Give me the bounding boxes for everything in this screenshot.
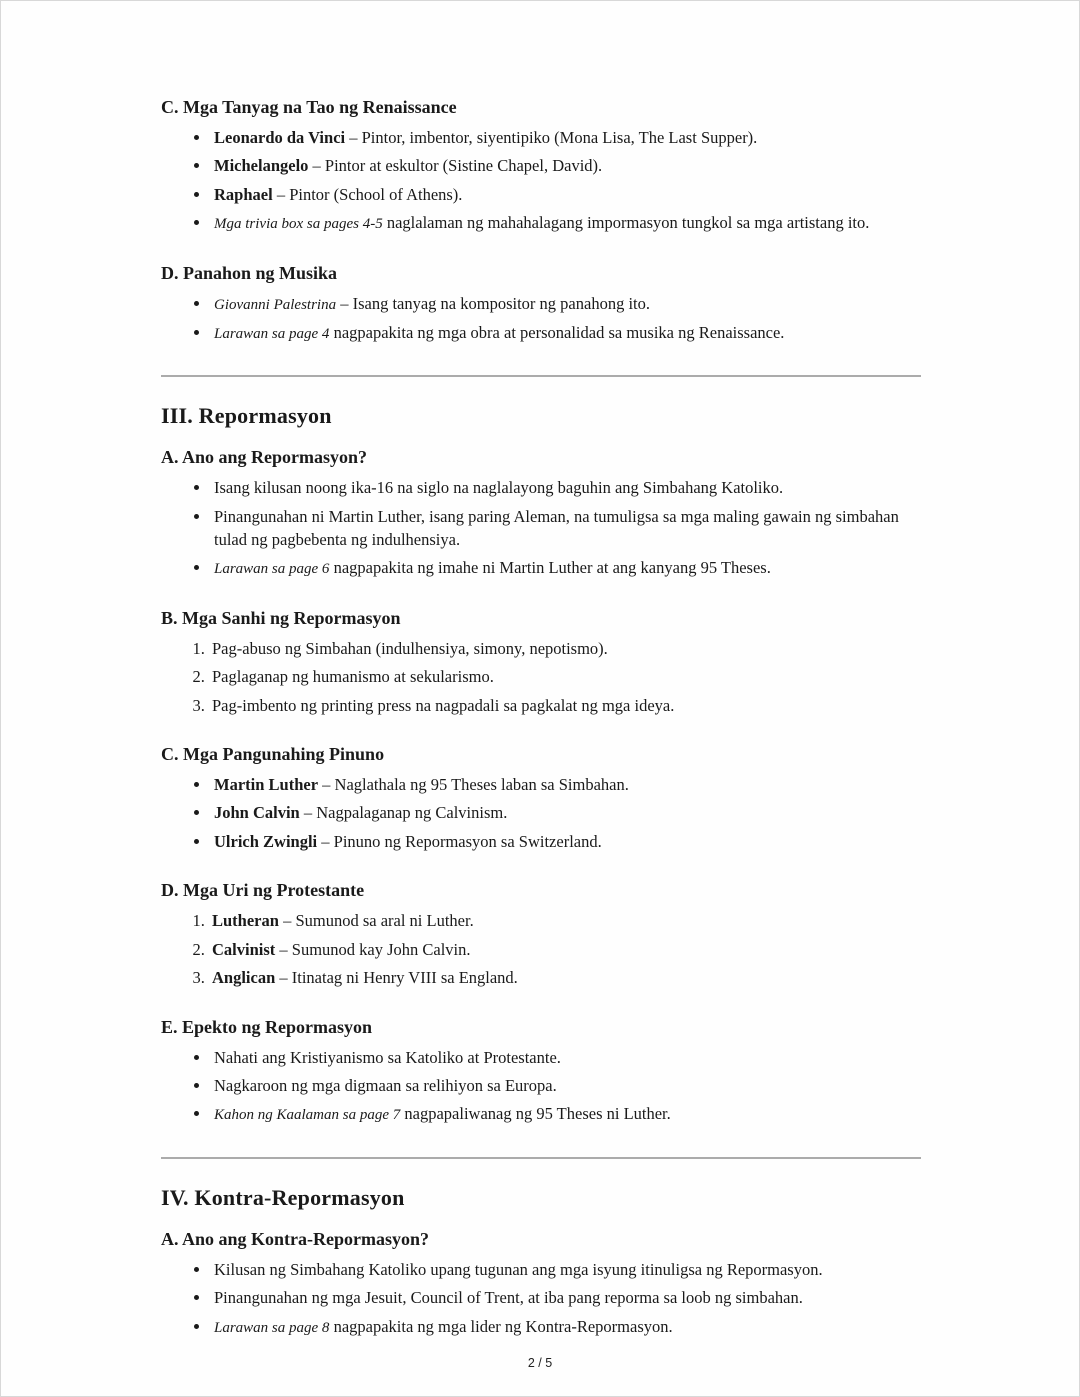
item-text: nagpapaliwanag ng 95 Theses ni Luther. — [400, 1104, 671, 1124]
item-lead: Giovanni Palestrina — [214, 296, 337, 313]
section-main-leaders — [161, 744, 921, 853]
item-lead: Anglican — [212, 968, 276, 988]
section-heading: C. Mga Pangunahing Pinuno — [161, 743, 385, 764]
list-item — [211, 1074, 921, 1097]
list-item — [211, 211, 921, 235]
bullet-list — [161, 1046, 921, 1127]
section-what-is-kontra-repormasyon — [161, 1229, 921, 1339]
section-renaissance-people — [161, 97, 921, 236]
section-heading: B. Mga Sanhi ng Repormasyon — [161, 607, 401, 628]
section-heading: A. Ano ang Repormasyon? — [161, 447, 368, 468]
item-text: nagpapakita ng mga lider ng Kontra-Repormasyon. — [329, 1316, 673, 1336]
item-text: Nahati ang Kristiyanismo sa Katoliko at Protestante. — [214, 1047, 561, 1067]
item-lead: Larawan sa page 6 — [214, 561, 330, 578]
document-section-title-kontra-repormasyon: IV. Kontra-Repormasyon — [161, 1184, 405, 1210]
item-text: – Isang tanyag na kompositor ng panahong ito. — [336, 293, 650, 313]
section-effects-repormasyon — [161, 1017, 921, 1127]
page-number: 2 / 5 — [527, 1356, 553, 1370]
item-text: – Pintor, imbentor, siyentipiko (Mona Lisa, The Last Supper). — [345, 128, 758, 147]
item-lead: Michelangelo — [214, 156, 309, 176]
item-text: naglalaman ng mahahalagang impormasyon tungkol sa mga artistang ito. — [382, 213, 870, 233]
item-text: – Sumunod sa aral ni Luther. — [278, 911, 474, 931]
list-item — [211, 476, 921, 499]
list-item — [211, 773, 921, 796]
list-item — [209, 665, 921, 688]
bullet-list — [161, 126, 921, 236]
bullet-list — [161, 476, 921, 581]
list-item — [211, 1315, 921, 1339]
list-item — [211, 556, 921, 580]
section-causes-repormasyon — [161, 608, 921, 717]
item-lead: Mga trivia box sa pages 4-5 — [214, 216, 383, 233]
item-text: Pag-abuso ng Simbahan (indulhensiya, simony, nepotismo). — [212, 638, 608, 658]
item-lead: Kahon ng Kaalaman sa page 7 — [214, 1107, 401, 1124]
section-heading: D. Mga Uri ng Protestante — [161, 880, 365, 901]
bullet-list — [161, 1258, 921, 1339]
section-heading: D. Panahon ng Musika — [161, 262, 338, 283]
item-text: Kilusan ng Simbahang Katoliko upang tugunan ang mga isyung itinuligsa ng Repormasyon. — [214, 1259, 823, 1279]
item-text: – Itinatag ni Henry VIII sa England. — [275, 968, 518, 988]
list-item — [211, 1102, 921, 1126]
list-item — [211, 183, 921, 206]
list-item — [209, 938, 921, 961]
item-lead: John Calvin — [214, 803, 300, 823]
list-item — [211, 126, 921, 149]
section-heading: A. Ano ang Kontra-Repormasyon? — [161, 1228, 430, 1249]
section-heading: E. Epekto ng Repormasyon — [161, 1016, 373, 1037]
item-lead: Larawan sa page 4 — [214, 325, 330, 342]
section-divider — [161, 1157, 921, 1159]
list-item — [211, 801, 921, 824]
list-item — [211, 321, 921, 345]
item-text: Pinangunahan ni Martin Luther, isang paring Aleman, na tumuligsa sa mga maling gawain ng simbahan tulad ng pagbebenta ng indulhensiya. — [214, 506, 899, 549]
document-section-title-repormasyon: III. Repormasyon — [161, 403, 332, 429]
list-item — [211, 154, 921, 177]
list-item — [211, 292, 921, 316]
item-text: – Pintor (School of Athens). — [272, 184, 463, 204]
numbered-list — [161, 909, 921, 989]
section-heading: C. Mga Tanyag na Tao ng Renaissance — [161, 97, 457, 117]
item-lead: Calvinist — [212, 939, 276, 959]
item-text: Pinangunahan ng mga Jesuit, Council of Trent, at iba pang reporma sa loob ng simbahan. — [214, 1288, 803, 1308]
list-item — [209, 637, 921, 660]
item-text: – Pinuno ng Repormasyon sa Switzerland. — [317, 831, 602, 851]
section-music-era — [161, 263, 921, 346]
list-item — [211, 1286, 921, 1309]
bullet-list — [161, 292, 921, 346]
item-text: Isang kilusan noong ika-16 na siglo na naglalayong baguhin ang Simbahang Katoliko. — [214, 478, 784, 498]
item-text: – Sumunod kay John Calvin. — [275, 939, 471, 959]
item-lead: Lutheran — [212, 911, 279, 931]
item-lead: Leonardo da Vinci — [214, 128, 346, 147]
item-text: – Nagpalaganap ng Calvinism. — [299, 803, 508, 823]
list-item — [209, 966, 921, 989]
item-text: Paglaganap ng humanismo at sekularismo. — [212, 667, 494, 687]
item-text: Pag-imbento ng printing press na nagpadali sa pagkalat ng mga ideya. — [212, 695, 675, 715]
section-protestant-types — [161, 880, 921, 989]
item-lead: Ulrich Zwingli — [214, 831, 318, 851]
list-item — [211, 1258, 921, 1281]
item-text: – Pintor at eskultor (Sistine Chapel, David). — [308, 156, 603, 176]
numbered-list — [161, 637, 921, 717]
list-item — [209, 909, 921, 932]
item-text: Nagkaroon ng mga digmaan sa relihiyon sa Europa. — [214, 1075, 557, 1095]
section-what-is-repormasyon — [161, 447, 921, 581]
section-divider — [161, 375, 921, 377]
list-item — [211, 830, 921, 853]
item-text: – Naglathala ng 95 Theses laban sa Simbahan. — [318, 774, 629, 794]
bullet-list — [161, 773, 921, 853]
list-item — [211, 1046, 921, 1069]
item-text: nagpapakita ng mga obra at personalidad sa musika ng Renaissance. — [329, 322, 785, 342]
item-lead: Larawan sa page 8 — [214, 1319, 330, 1336]
item-lead: Martin Luther — [214, 774, 319, 794]
list-item — [211, 505, 921, 552]
document-content — [1, 1, 1079, 1339]
item-lead: Raphael — [214, 184, 273, 204]
list-item — [209, 694, 921, 717]
item-text: nagpapakita ng imahe ni Martin Luther at ang kanyang 95 Theses. — [329, 558, 771, 578]
